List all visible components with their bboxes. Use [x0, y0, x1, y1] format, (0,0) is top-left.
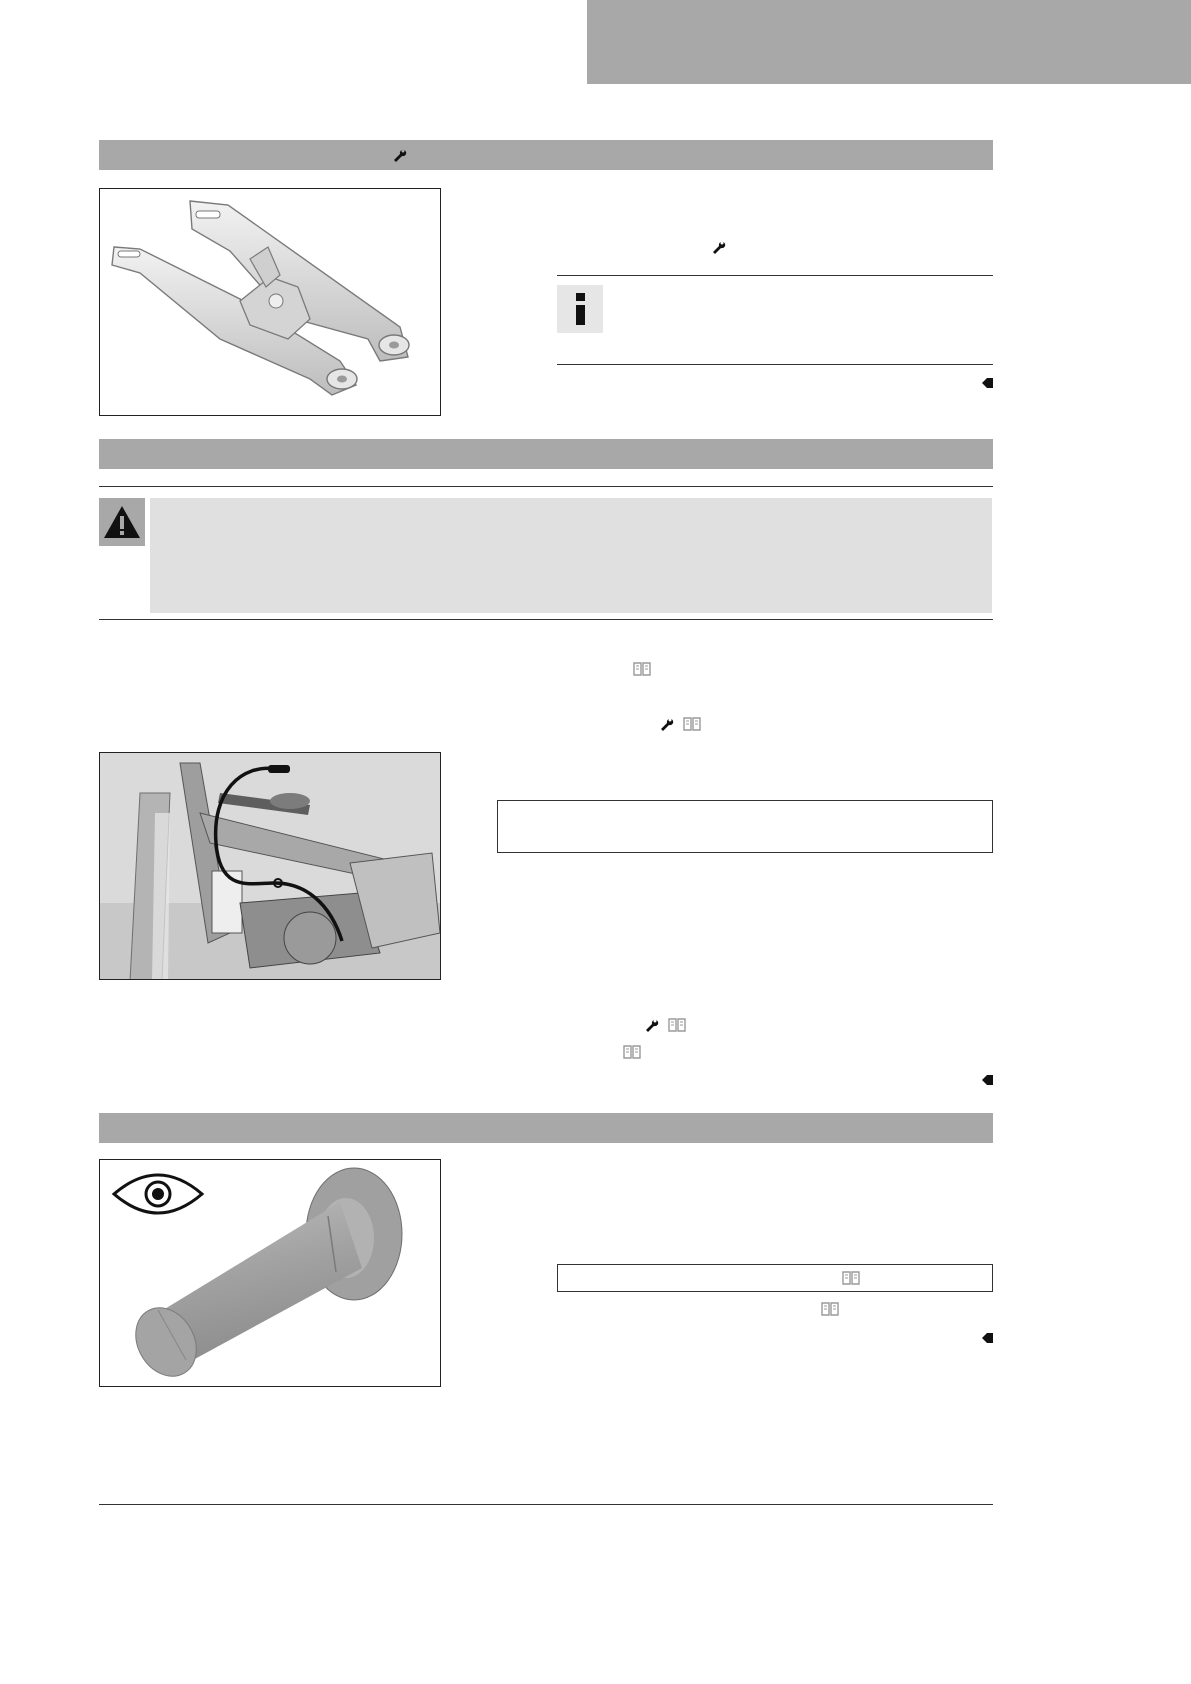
motorcycle-cable-photo: [100, 753, 441, 980]
section-end-marker-icon: [980, 376, 994, 390]
book-reference-icon: [622, 1043, 642, 1061]
section-header-1: [99, 140, 993, 170]
info-note-text: [620, 288, 990, 328]
note-bottom-rule: [557, 364, 993, 365]
boxed-note-1: [497, 800, 993, 853]
chapter-tab: [587, 0, 1191, 84]
section-header-3: [99, 1113, 993, 1143]
wrench-icon: [643, 1017, 659, 1033]
warning-bottom-rule: [99, 619, 993, 620]
warning-top-rule: [99, 486, 993, 487]
section-end-marker-icon: [980, 1073, 994, 1087]
book-reference-icon: [667, 1016, 687, 1034]
section-end-marker-icon: [980, 1331, 994, 1345]
book-reference-icon: [820, 1300, 840, 1318]
boxed-note-2: [557, 1264, 993, 1292]
warning-panel: [150, 498, 992, 613]
swingarm-figure: [99, 188, 441, 416]
motorcycle-cable-figure: [99, 752, 441, 980]
wrench-icon: [658, 716, 674, 732]
wrench-icon: [710, 239, 726, 255]
footer-text: [99, 1512, 993, 1532]
section-header-2: [99, 439, 993, 469]
note-top-rule: [557, 275, 993, 276]
footer-rule: [99, 1504, 993, 1505]
book-reference-icon: [682, 715, 702, 733]
book-reference-icon: [632, 660, 652, 678]
book-reference-icon: [841, 1269, 861, 1287]
swingarm-illustration: [100, 189, 441, 416]
grip-illustration: [100, 1160, 441, 1387]
info-icon: [557, 285, 603, 333]
eye-icon: [114, 1175, 202, 1213]
warning-triangle-icon: [99, 498, 145, 546]
wrench-icon: [391, 147, 407, 163]
grip-figure: [99, 1159, 441, 1387]
